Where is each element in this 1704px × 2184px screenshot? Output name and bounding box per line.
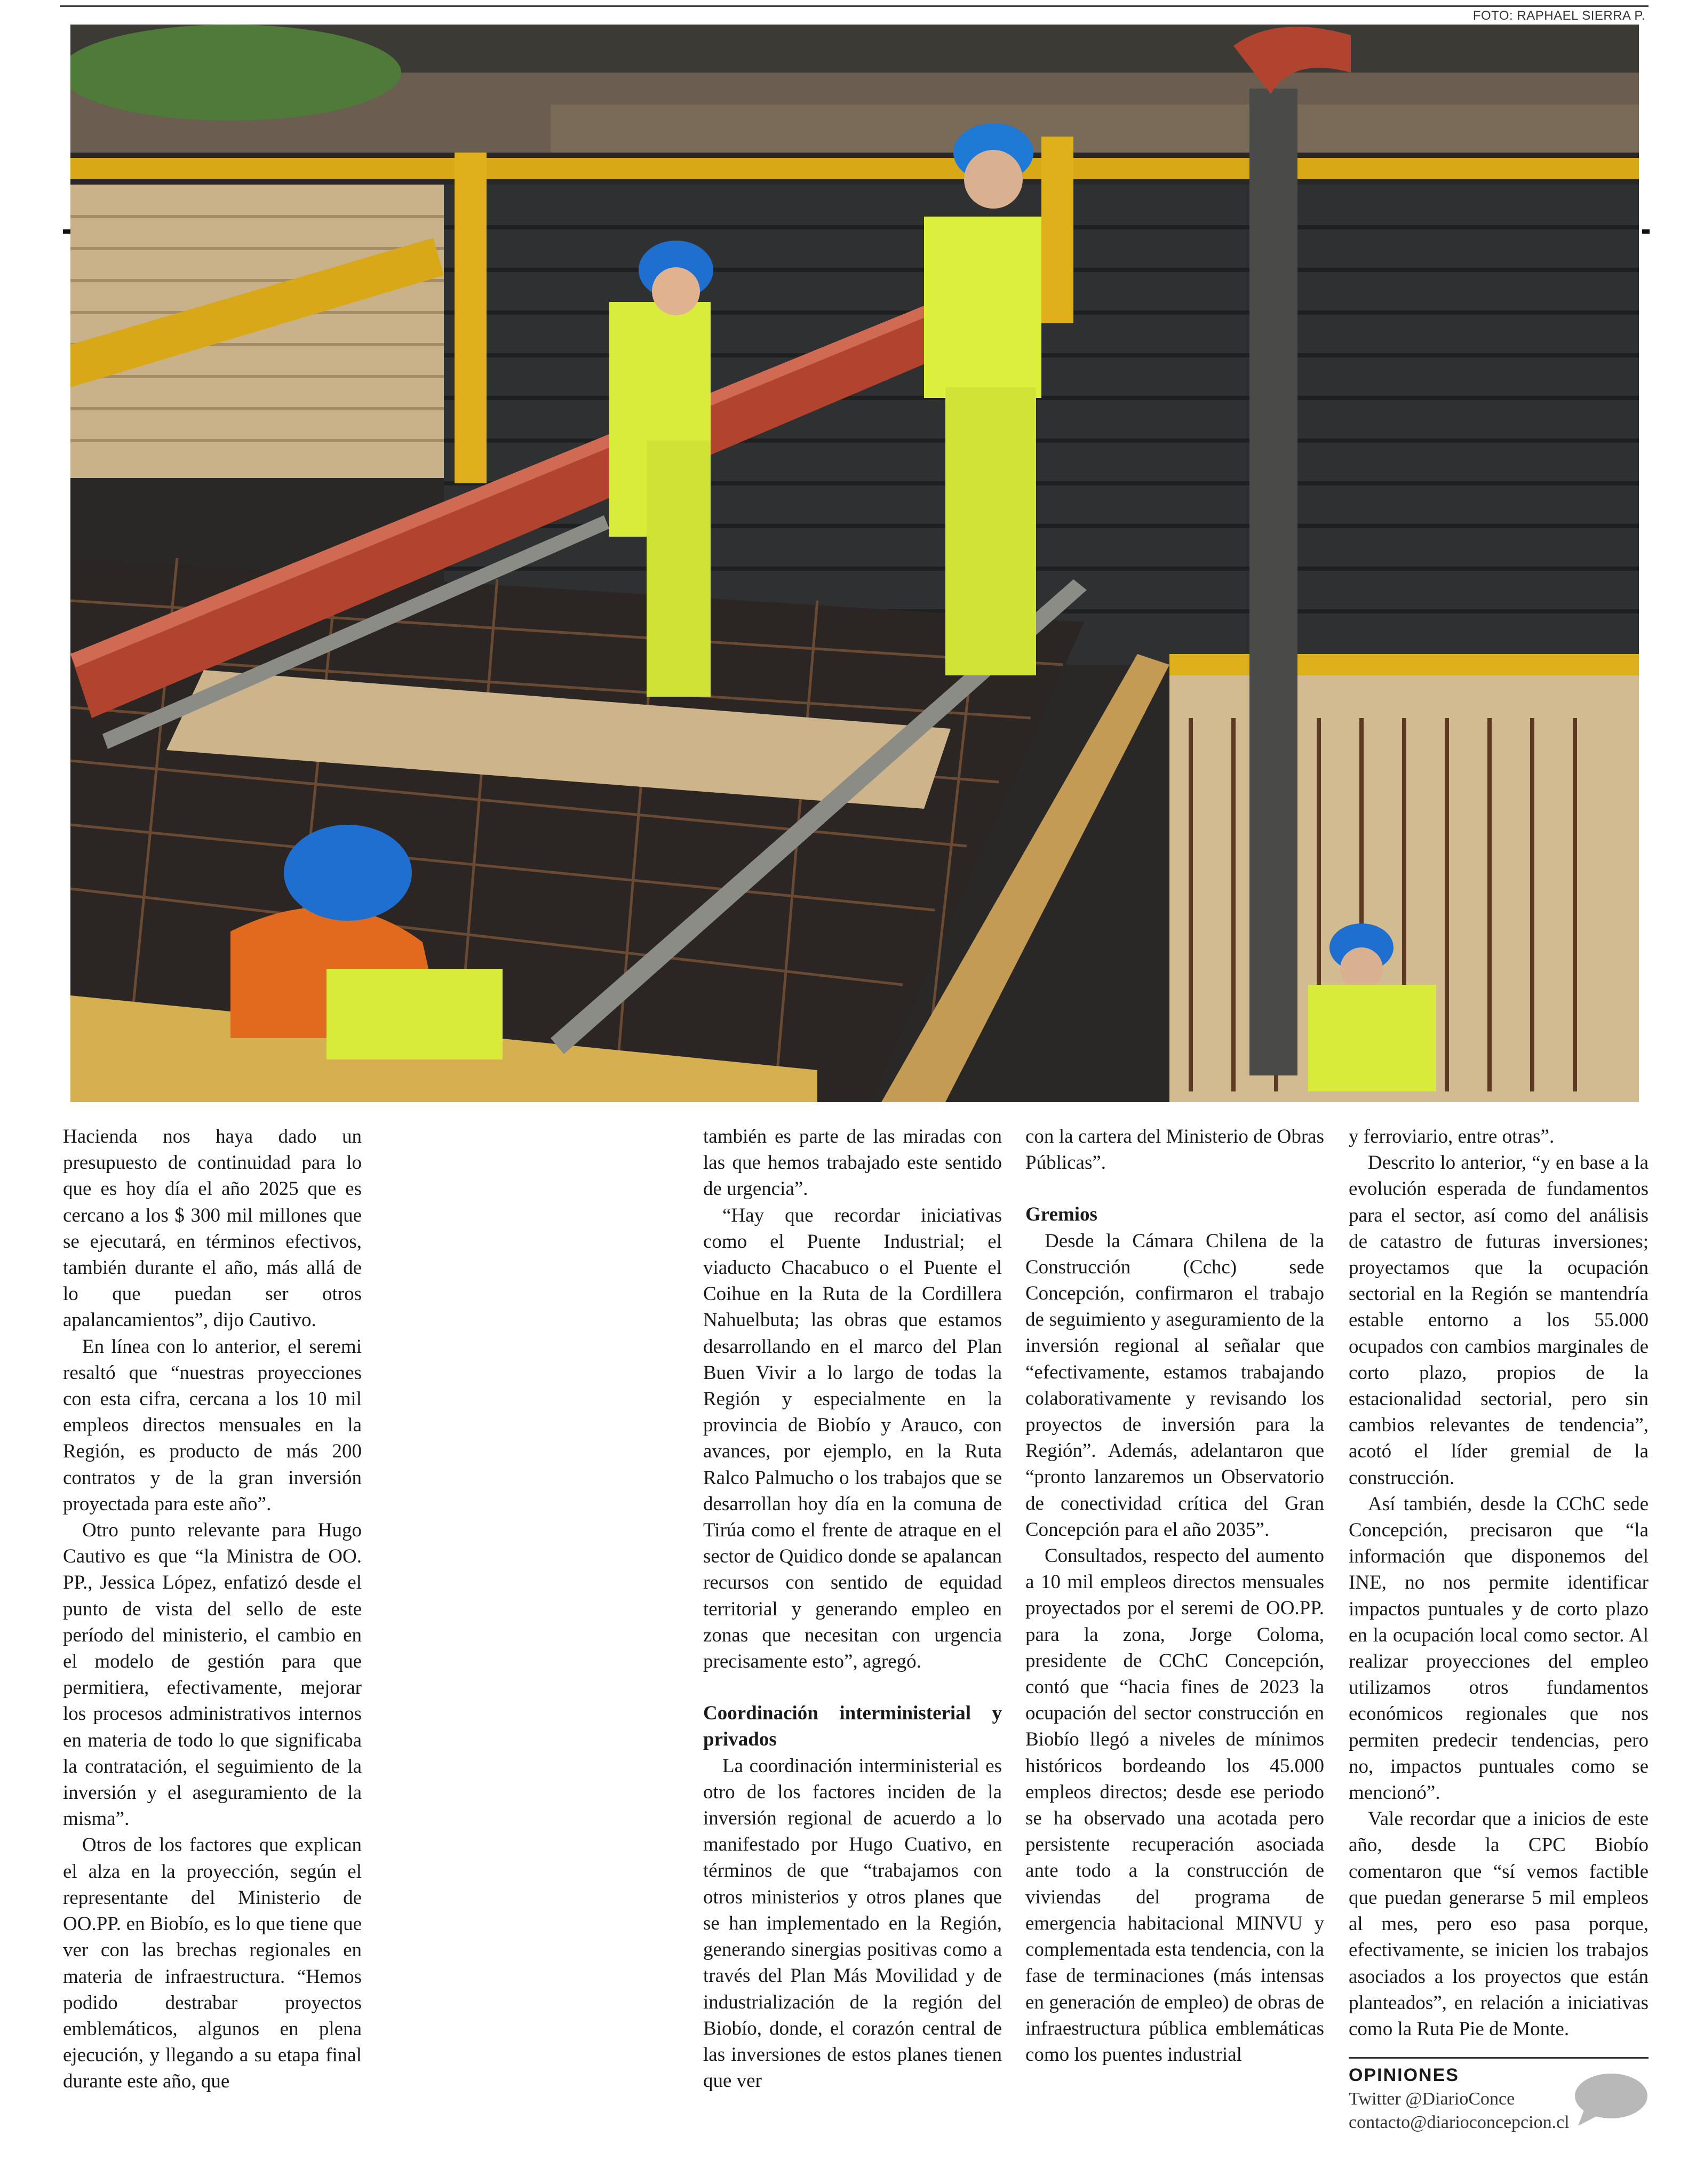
photo-marker-left	[63, 229, 70, 234]
speech-bubble-icon	[1568, 2070, 1649, 2129]
paragraph: Hacienda nos haya dado un presupuesto de continuidad para lo que es hoy día el año 2025 que es cercano a los $ 300 mil millones que se ejecutará, en términos efectivos, también durante el año, más allá de lo que puedan ser otros apalancamientos”, dijo Cautivo.	[63, 1126, 362, 1332]
paragraph: Otro punto relevante para Hugo Cautivo es que “la Ministra de OO. PP., Jessica López, enfatizó desde el punto de vista del sello de este período del ministerio, el cambio en el modelo de gestión para que permitiera, efectivamente, mejorar los procesos administrativos internos en materia de todo lo que significaba la contratación, el seguimiento de la inversión y el aseguramiento de la misma”.	[63, 1519, 362, 1830]
top-rule	[60, 5, 1649, 7]
paragraph: y ferroviario, entre otras”.	[1349, 1126, 1555, 1147]
opinions-email-link[interactable]: contacto@diarioconcepcion.cl	[1349, 2113, 1570, 2133]
article-column-4	[1349, 1123, 1649, 2134]
paragraph: En línea con lo anterior, el seremi resaltó que “nuestras proyecciones con esta cifra, cercana a los 10 mil empleos directos mensuales en la Región, es producto de más 200 contratos y de la gran inversión proyectada para este año”.	[63, 1335, 362, 1515]
paragraph: Otros de los factores que explican el alza en la proyección, según el representante del Ministerio de OO.PP. en Biobío, es lo que tiene que ver con las brechas regionales en materia de infraestructura. “Hemos podido destrabar proyectos emblemáticos, algunos en plena ejecución, y llegando a su etapa final durante este año, que	[63, 1834, 362, 2093]
paragraph: Descrito lo anterior, “y en base a la evolución esperada de fundamentos para el sector, así como del análisis de catastro de futuras inversiones; proyectamos que la ocupación sectorial en la Región se mantendría estable entorno a los 55.000 ocupados con cambios marginales de corto plazo, propios de la estacionalidad sectorial, pero sin cambios relevantes de tendencia”, acotó el líder gremial de la construcción.	[1349, 1152, 1649, 1489]
article-column-2	[703, 1123, 1002, 2094]
article-column-3	[1025, 1123, 1324, 2068]
photo-marker-right	[1642, 229, 1650, 234]
section-heading: Gremios	[1025, 1203, 1097, 1226]
paragraph: “Hay que recordar iniciativas como el Puente Industrial; el viaducto Chacabuco o el Puente el Coihue en la Ruta de la Cordillera Nahuelbuta; las obras que estamos desarrollando en el marco del Plan Buen Vivir a lo largo de todas la Región y especialmente en la provincia de Biobío y Arauco, con avances, por ejemplo, en la Ruta Ralco Palmucho o los trabajos que se desarrollan hoy día en la comuna de Tirúa como el frente de atraque en el sector de Quidico donde se apalancan recursos con sentido de equidad territorial y generando empleo en zonas que necesitan con urgencia precisamente esto”, agregó.	[703, 1204, 1002, 1673]
paragraph: con la cartera del Ministerio de Obras Públicas”.	[1025, 1126, 1324, 1174]
construction-photo	[70, 25, 1639, 1102]
paragraph: Desde la Cámara Chilena de la Construcción (Cchc) sede Concepción, confirmaron el trabajo de seguimiento y aseguramiento de la inversión regional al señalar que “efectivamente, estamos trabajando colaborativamente y revisando los proyectos de inversión para la Región”. Además, adelantaron que “pronto lanzaremos un Observatorio de conectividad crítica del Gran Concepción para el año 2035”.	[1025, 1230, 1324, 1541]
photo-credit: FOTO: RAPHAEL SIERRA P.	[1472, 9, 1645, 23]
construction-site-illustration	[70, 25, 1639, 1102]
paragraph: también es parte de las miradas con las que hemos trabajado este sentido de urgencia”.	[703, 1126, 1002, 1200]
paragraph: Así también, desde la CChC sede Concepción, precisaron que “la información que disponemos del INE, no nos permite identificar impactos puntuales y de corto plazo en la ocupación local como sector. Al realizar proyecciones del empleo utilizamos otros fundamentos económicos regionales que nos permiten predecir tendencias, pero no, impactos puntuales como se mencionó”.	[1349, 1493, 1649, 1804]
paragraph: Vale recordar que a inicios de este año, desde la CPC Biobío comentaron que “sí vemos factible que puedan generarse 5 mil empleos al mes, pero eso pasa porque, efectivamente, se inicien los trabajos asociados a los proyectos que están planteados”, en relación a iniciativas como la Ruta Pie de Monte.	[1349, 1808, 1649, 2040]
paragraph: La coordinación interministerial es otro de los factores inciden de la inversión regional de acuerdo a lo manifestado por Hugo Cuativo, en términos de que “trabajamos con otros ministerios y otros planes que se han implementado en la Región, generando sinergias positivas como a través del Plan Más Movilidad y de industrialización de la región del Biobío, donde, el corazón central de las inversiones de estos planes tienen que ver	[703, 1755, 1002, 2092]
opinions-title: OPINIONES	[1349, 2065, 1459, 2086]
opinions-box	[1349, 2063, 1649, 2134]
article-column-1	[63, 1123, 362, 2095]
paragraph: Consultados, respecto del aumento a 10 mil empleos directos mensuales proyectados por el seremi de OO.PP. para la zona, Jorge Coloma, presidente de CChC Concepción, contó que “hacia fines de 2023 la ocupación del sector construcción en Biobío llegó a niveles de mínimos históricos bordeando los 45.000 empleos directos; desde ese periodo se ha observado una acotada pero persistente recuperación asociada ante todo a la construcción de viviendas del programa de emergencia habitacional MINVU y complementada esta tendencia, con la fase de terminaciones (más intensas en generación de empleo) de obras de infraestructura pública emblemáticas como los puentes industrial	[1025, 1545, 1324, 2066]
opinions-twitter-link[interactable]: Twitter @DiarioConce	[1349, 2089, 1515, 2109]
opinions-rule	[1349, 2057, 1649, 2059]
section-heading: Coordinación interministerial y privados	[703, 1702, 1002, 1751]
